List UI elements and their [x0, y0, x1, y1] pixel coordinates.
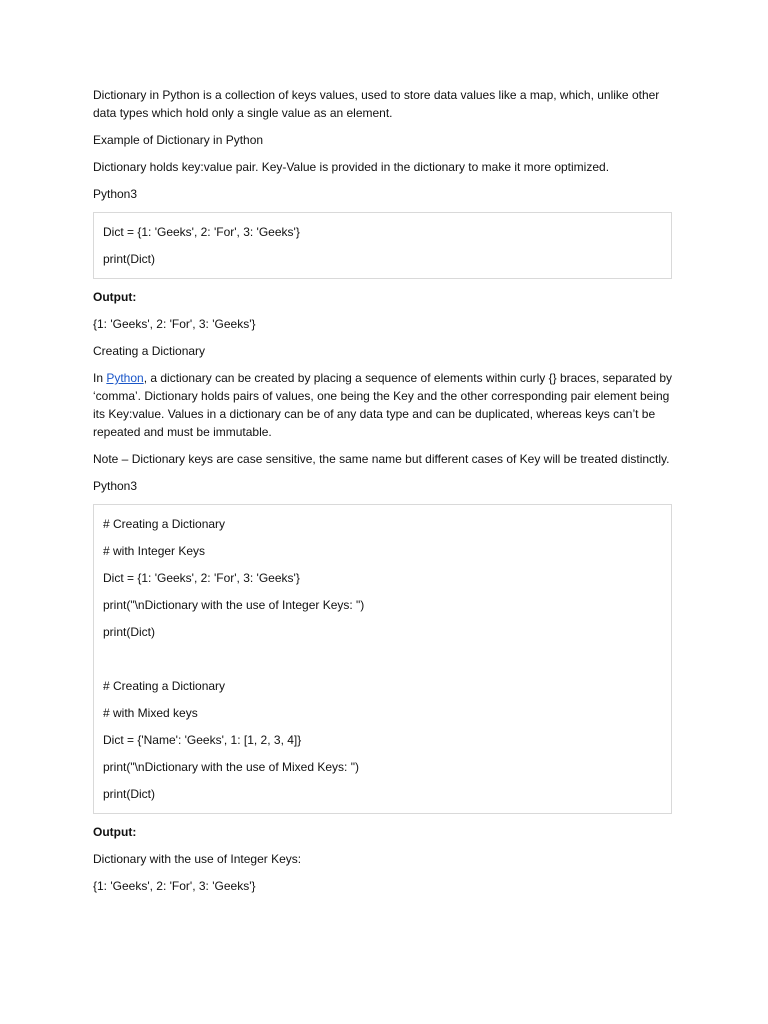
code-block-1 [93, 212, 672, 279]
document-content [93, 86, 683, 904]
output-label-2: Output: [93, 825, 137, 839]
language-label-1: Python3 [93, 187, 138, 201]
code-line: print(Dict) [103, 625, 156, 639]
kv-paragraph: Dictionary holds key:value pair. Key-Value is provided in the dictionary to make it more optimized. [93, 160, 610, 174]
code-block-2 [93, 504, 672, 814]
output-text-2a: Dictionary with the use of Integer Keys: [93, 852, 302, 866]
output-text-2b: {1: 'Geeks', 2: 'For', 3: 'Geeks'} [93, 879, 256, 893]
code-line: Dict = {1: 'Geeks', 2: 'For', 3: 'Geeks'} [103, 571, 300, 585]
code-line: print("\nDictionary with the use of Integer Keys: ") [103, 598, 365, 612]
code-line: print(Dict) [103, 252, 156, 266]
code-line: Dict = {1: 'Geeks', 2: 'For', 3: 'Geeks'} [103, 225, 300, 239]
example-heading: Example of Dictionary in Python [93, 133, 264, 147]
output-label-1: Output: [93, 290, 137, 304]
code-line: # Creating a Dictionary [103, 517, 226, 531]
creating-prefix: In [93, 371, 107, 385]
code-line: Dict = {'Name': 'Geeks', 1: [1, 2, 3, 4]} [103, 733, 302, 747]
note-paragraph: Note – Dictionary keys are case sensitive, the same name but different cases of Key will be treated distinctly. [93, 452, 670, 466]
python-link[interactable]: Python [106, 371, 144, 385]
creating-paragraph [93, 369, 683, 441]
language-label-2: Python3 [93, 479, 138, 493]
code-line: print("\nDictionary with the use of Mixed Keys: ") [103, 760, 359, 774]
code-line-blank [103, 650, 671, 668]
code-line: print(Dict) [103, 787, 156, 801]
intro-paragraph: Dictionary in Python is a collection of keys values, used to store data values like a map, which, unlike other data types which hold only a single value as an element. [93, 88, 660, 120]
output-text-1: {1: 'Geeks', 2: 'For', 3: 'Geeks'} [93, 317, 256, 331]
creating-heading: Creating a Dictionary [93, 344, 206, 358]
code-line: # Creating a Dictionary [103, 679, 226, 693]
creating-suffix: , a dictionary can be created by placing a sequence of elements within curly {} braces, separated by ‘comma’. Dictionary holds pairs of values, one being the Key and the other corresponding pair element being its Key:value. Values in a dictionary can be of any data type and can be duplicated, whereas keys can’t be repeated and must be immutable. [93, 371, 673, 439]
code-line: # with Integer Keys [103, 544, 206, 558]
code-line: # with Mixed keys [103, 706, 198, 720]
